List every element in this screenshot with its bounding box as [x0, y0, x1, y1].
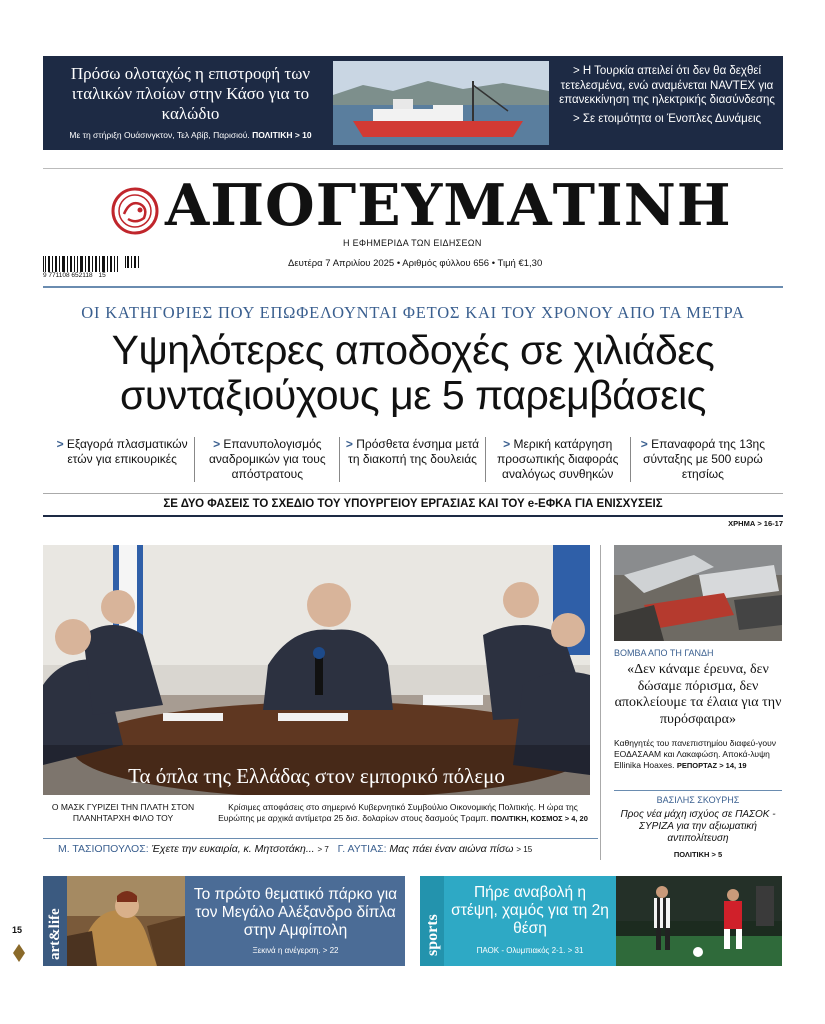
opinion-author-1: Μ. ΤΑΣΙΟΠΟΥΛΟΣ: [58, 843, 149, 855]
issue-info: Δευτέρα 7 Απριλίου 2025 • Αριθμός φύλλου 656 • Τιμή €1,30 [288, 258, 543, 269]
opinion-title-1: Έχετε την ευκαιρία, κ. Μητσοτάκη... [151, 843, 315, 855]
opinion-title-2: Μας πάει έναν αιώνα πίσω [389, 843, 514, 855]
side-kicker: ΒΟΜΒΑ ΑΠΟ ΤΗ ΓΑΝΔΗ [614, 648, 714, 658]
lead-headline[interactable] [43, 328, 783, 418]
train-wreck-photo[interactable] [614, 545, 782, 641]
lead-bullet [485, 437, 630, 482]
lead-deck: ΣΕ ΔΥΟ ΦΑΣΕΙΣ ΤΟ ΣΧΕΔΙΟ ΤΟΥ ΥΠΟΥΡΓΕΙΟΥ ΕΡΓΑΣΙΑΣ ΚΑΙ ΤΟΥ e-ΕΦΚΑ ΓΙΑ ΕΝΙΣΧΥΣΕΙΣ [163, 498, 663, 510]
side-text [614, 738, 782, 771]
arrow-icon: > [213, 437, 224, 451]
arrow-icon: > [640, 437, 652, 451]
sports-label [420, 876, 444, 966]
side-rule [614, 790, 782, 791]
top-left-ref: ΠΟΛΙΤΙΚΗ > 10 [252, 130, 312, 140]
lead-bullet [194, 437, 339, 482]
arrow-icon: > [345, 437, 357, 451]
ship-photo [333, 61, 549, 145]
lead-bullets [50, 437, 775, 482]
photo-caption: Τα όπλα της Ελλάδας στον εμπορικό πόλεμο [128, 764, 505, 788]
top-rule [43, 168, 783, 169]
top-left-sub-text: Με τη στήριξη Ουάσινγκτον, Τελ Αβίβ, Παρισιού. [69, 130, 250, 140]
barcode-issue-text: 15 [98, 272, 106, 279]
top-left-headline: Πρόσω ολοταχώς η επιστροφή των ιταλικών πλοίων στην Κάσο για το καλώδιο [70, 64, 311, 123]
top-left-story[interactable] [53, 64, 328, 140]
art-life-promo[interactable] [43, 876, 405, 966]
sports-headline: Πήρε αναβολή η στέψη, χαμός για τη 2η θέση [451, 884, 609, 937]
arrow-icon: > [56, 437, 67, 451]
opinion-author-2: Γ. ΑΥΤΙΑΣ: [337, 843, 387, 855]
barcode-number-text: 9 771108 652118 [43, 272, 93, 279]
side2-kicker: ΒΑΣΙΛΗΣ ΣΚΟΥΡΗΣ [656, 795, 740, 805]
lead-bullet-text: Επαναφορά της 13ης σύνταξης με 500 ευρώ ετησίως [643, 437, 766, 481]
cabinet-meeting-photo[interactable] [43, 545, 590, 795]
art-life-label [43, 876, 67, 966]
lead-bullet [339, 437, 484, 482]
lead-kicker: ΟΙ ΚΑΤΗΓΟΡΙΕΣ ΠΟΥ ΕΠΩΦΕΛΟΥΝΤΑΙ ΦΕΤΟΣ ΚΑΙ ΤΟΥ ΧΡΟΝΟΥ ΑΠΟ ΤΑ ΜΕΤΡΑ [81, 303, 745, 322]
masthead-title[interactable]: ΑΠΟΓΕΥΜΑΤΙΝΗ [165, 172, 732, 239]
lead-bullet [50, 437, 194, 482]
opinion-line[interactable] [58, 843, 532, 855]
football-match-photo [616, 876, 782, 966]
side-ref[interactable]: ΡΕΠΟΡΤΑΖ > 14, 19 [676, 761, 747, 770]
opinion-page-1: > 7 [317, 845, 329, 854]
side2-ref[interactable]: ΠΟΛΙΤΙΚΗ > 5 [673, 850, 723, 859]
lead-bullet-text: Μερική κατάργηση προσωπικής διαφοράς αναλόγως συνθηκών [497, 437, 619, 481]
page-number: 15 [12, 925, 23, 935]
lead-bullet [630, 437, 775, 482]
masthead-rule [43, 286, 783, 288]
lead-page-ref[interactable]: ΧΡΗΜΑ > 16-17 [728, 519, 783, 528]
lead-bullet-text: Πρόσθετα ένσημα μετά τη διακοπή της δουλειάς [348, 437, 480, 466]
lead-bullet-text: Επανυπολογισμός αναδρομικών για τους απόστρατους [208, 437, 326, 481]
newspaper-logo-icon [110, 186, 160, 236]
musk-teaser[interactable]: Ο ΜΑΣΚ ΓΥΡΙΖΕΙ ΤΗΝ ΠΛΑΤΗ ΣΤΟΝ ΠΛΑΝΗΤΑΡΧΗ ΦΙΛΟ ΤΟΥ [51, 802, 195, 823]
opinion-rule [43, 838, 598, 839]
art-life-headline: Το πρώτο θεματικό πάρκο για τον Μεγάλο Αλέξανδρο δίπλα στην Αμφίπολη [193, 886, 398, 939]
barcode-number [43, 272, 106, 279]
svg-text:art&life: art&life [47, 908, 63, 960]
top-right-item-2: > Σε ετοιμότητα οι Ένοπλες Δυνάμεις [572, 112, 762, 125]
lead-headline-line-1: Υψηλότερες αποδοχές σε χιλιάδες [111, 327, 715, 373]
side2-text[interactable]: Προς νέα μάχη ισχύος σε ΠΑΣΟΚ - ΣΥΡΙΖΑ για την αξιωματική αντιπολίτευση [620, 809, 776, 844]
sports-promo[interactable] [420, 876, 782, 966]
lead-bullet-text: Εξαγορά πλασματικών ετών για επικουρικές [66, 437, 188, 466]
arrow-icon: > [503, 437, 514, 451]
svg-text:sports: sports [424, 914, 441, 956]
sports-ref: ΠΑΟΚ - Ολυμπιακός 2-1. > 31 [476, 946, 584, 955]
alexander-painting [67, 876, 185, 966]
top-right-item-1: > Η Τουρκία απειλεί ότι δεν θα δεχθεί τετελεσμένα, ενώ αναμένεται NAVTEX για επανεκκίνηση της ηλεκτρικής διασύνδεσης [559, 65, 775, 106]
column-divider [600, 545, 601, 860]
lead-rule [43, 493, 783, 494]
photo-story-ref[interactable]: ΠΟΛΙΤΙΚΗ, ΚΟΣΜΟΣ > 4, 20 [490, 814, 588, 823]
photo-story-text: Κρίσιμες αποφάσεις στο σημερινό Κυβερνητικό Συμβούλιο Οικονομικής Πολιτικής. Η ώρα της Ευρώπης με αρχικά αντίμετρα 25 δισ. δολαρίων στους δασμούς Τραμπ. [218, 802, 578, 823]
deck-rule [43, 515, 783, 517]
side-quote[interactable]: «Δεν κάναμε έρευνα, δεν δώσαμε πόρισμα, δεν αποκλείουμε τα έλαια για την πυρόσφαιρα» [614, 662, 782, 727]
side-body: Καθηγητές του πανεπιστημίου διαφεύ-γουν ΕΟΔΑΣΑΑΜ και Λακαφώση. Αποκά-λυψη Ellinika Hoaxes. [614, 738, 776, 770]
opinion-page-2: > 15 [516, 845, 533, 854]
top-right-story[interactable] [559, 64, 775, 126]
photo-story-summary [213, 802, 593, 824]
top-left-subline [53, 130, 328, 140]
art-life-ref: Ξεκινά η ανέγερση. > 22 [252, 946, 339, 955]
diamond-icon [13, 944, 25, 962]
top-teaser-bar[interactable] [43, 56, 783, 150]
masthead-tagline: Η ΕΦΗΜΕΡΙΔΑ ΤΩΝ ΕΙΔΗΣΕΩΝ [343, 238, 482, 248]
lead-headline-line-2: συνταξιούχους με 5 παρεμβάσεις [120, 372, 706, 418]
